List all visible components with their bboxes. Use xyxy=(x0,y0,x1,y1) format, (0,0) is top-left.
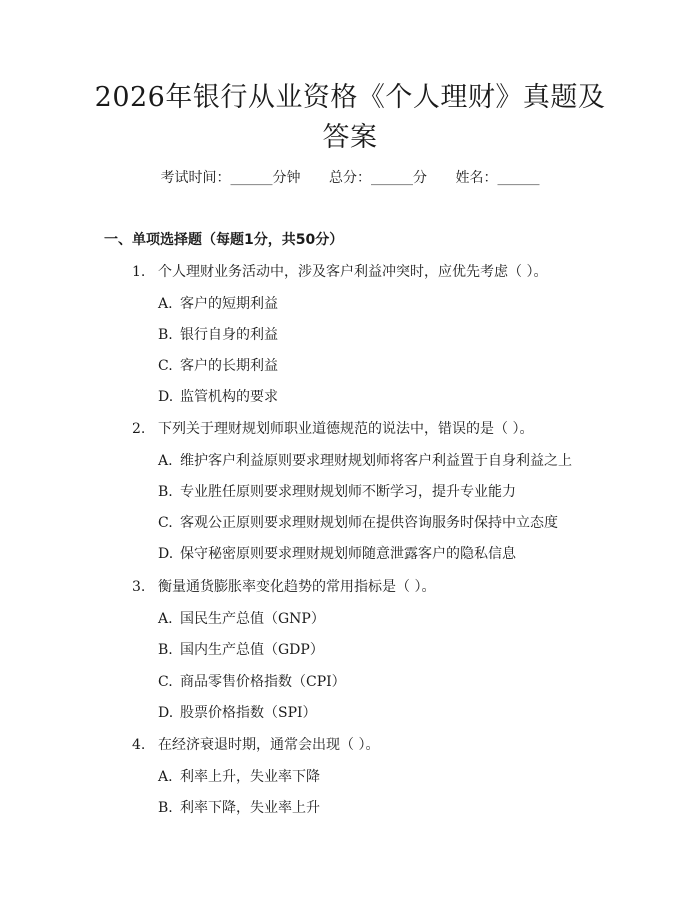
option-c xyxy=(158,513,558,533)
option-b xyxy=(158,798,320,818)
option-a xyxy=(158,451,572,471)
option-letter: A. xyxy=(158,296,173,312)
section-title: 一、单项选择题（每题1分，共50分） xyxy=(104,232,344,248)
option-text: 银行自身的利益 xyxy=(180,327,278,343)
option-letter: B. xyxy=(158,484,173,500)
exam-time-field: 考试时间：______分钟 xyxy=(160,170,301,186)
option-d xyxy=(158,703,317,723)
option-text: 股票价格指数（SPI） xyxy=(180,705,317,721)
question-stem xyxy=(132,577,435,597)
question-text: 下列关于理财规划师职业道德规范的说法中，错误的是（ ）。 xyxy=(158,421,534,437)
option-text: 利率下降，失业率上升 xyxy=(180,800,320,816)
option-text: 客户的长期利益 xyxy=(180,358,278,374)
option-b xyxy=(158,640,324,660)
option-text: 专业胜任原则要求理财规划师不断学习，提升专业能力 xyxy=(180,484,516,500)
option-letter: C. xyxy=(158,674,173,690)
question-stem xyxy=(132,735,379,755)
question-number: 2. xyxy=(132,421,146,437)
option-letter: C. xyxy=(158,515,173,531)
option-letter: B. xyxy=(158,327,173,343)
option-a xyxy=(158,609,325,629)
option-text: 商品零售价格指数（CPI） xyxy=(180,674,346,690)
option-a xyxy=(158,767,320,787)
option-b xyxy=(158,482,516,502)
page-title: 2026年银行从业资格《个人理财》真题及答案 xyxy=(94,82,606,153)
total-score-field: 总分：______分 xyxy=(329,170,427,186)
option-letter: D. xyxy=(158,546,174,562)
option-text: 客户的短期利益 xyxy=(180,296,278,312)
option-letter: B. xyxy=(158,642,173,658)
option-letter: A. xyxy=(158,453,173,469)
option-b xyxy=(158,325,278,345)
option-text: 国内生产总值（GDP） xyxy=(180,642,324,658)
option-letter: C. xyxy=(158,358,173,374)
option-c xyxy=(158,356,278,376)
option-c xyxy=(158,672,346,692)
question-stem xyxy=(132,262,547,282)
option-letter: D. xyxy=(158,705,174,721)
option-d xyxy=(158,387,278,407)
option-letter: D. xyxy=(158,389,174,405)
question-text: 个人理财业务活动中，涉及客户利益冲突时，应优先考虑（ ）。 xyxy=(158,264,548,280)
question-text: 在经济衰退时期，通常会出现（ ）。 xyxy=(158,737,380,753)
option-text: 维护客户利益原则要求理财规划师将客户利益置于自身利益之上 xyxy=(180,453,572,469)
question-number: 3. xyxy=(132,579,146,595)
option-text: 国民生产总值（GNP） xyxy=(180,611,325,627)
option-d xyxy=(158,544,516,564)
option-text: 保守秘密原则要求理财规划师随意泄露客户的隐私信息 xyxy=(180,546,516,562)
option-a xyxy=(158,294,278,314)
question-text: 衡量通货膨胀率变化趋势的常用指标是（ ）。 xyxy=(158,579,436,595)
question-stem xyxy=(132,419,533,439)
option-letter: A. xyxy=(158,769,173,785)
student-name-field: 姓名：______ xyxy=(455,170,540,186)
option-letter: A. xyxy=(158,611,173,627)
option-text: 监管机构的要求 xyxy=(180,389,278,405)
option-text: 利率上升，失业率下降 xyxy=(180,769,320,785)
option-text: 客观公正原则要求理财规划师在提供咨询服务时保持中立态度 xyxy=(180,515,558,531)
question-number: 4. xyxy=(132,737,146,753)
option-letter: B. xyxy=(158,800,173,816)
exam-info-line xyxy=(0,168,700,188)
question-number: 1. xyxy=(132,264,146,280)
